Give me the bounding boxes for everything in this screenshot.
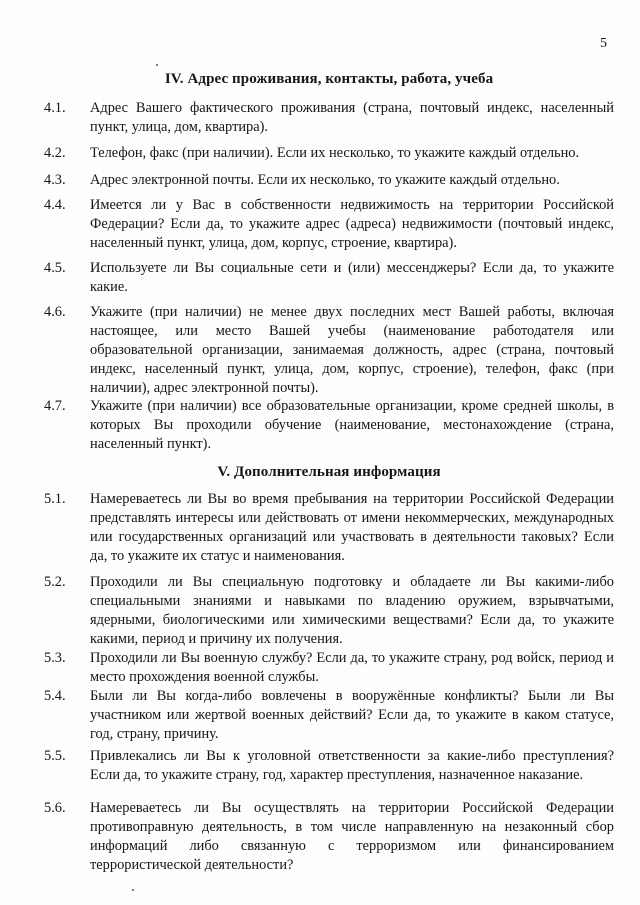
item-5-2: [44, 573, 614, 649]
item-text: Проходили ли Вы специальную подготовку и обладаете ли Вы какими-либо специальными знаниями и навыками по владению оружием, взрывчатыми, ядерными, биологическими или химическими веществами? Если да, то укажите какими, период и причину их получения.: [90, 574, 614, 647]
item-text: Проходили ли Вы военную службу? Если да, то укажите страну, род войск, период и место прохождения военной службы.: [90, 650, 614, 685]
section-iv: [44, 70, 614, 88]
item-5-1: [44, 490, 614, 566]
scan-speck: [132, 889, 134, 891]
item-text: Привлекались ли Вы к уголовной ответственности за какие-либо преступления? Если да, то укажите страну, год, характер преступления, назначенное наказание.: [90, 748, 614, 783]
item-text: Укажите (при наличии) все образовательные организации, кроме средней школы, в которых Вы проходили обучение (наименование, местонахождение (страна, населенный пункт).: [90, 398, 614, 452]
item-number: 5.5.: [44, 748, 66, 764]
item-text: Были ли Вы когда-либо вовлечены в вооружённые конфликты? Были ли Вы участником или жертвой военных действий? Если да, то укажите в каком статусе, год, страну, причину.: [90, 688, 614, 742]
item-number: 4.2.: [44, 145, 66, 161]
item-text: Используете ли Вы социальные сети и (или) мессенджеры? Если да, то укажите какие.: [90, 260, 614, 295]
item-number: 4.1.: [44, 100, 66, 116]
item-5-3: [44, 649, 614, 687]
item-4-6: [44, 303, 614, 398]
item-number: 5.4.: [44, 688, 66, 704]
item-text: Адрес Вашего фактического проживания (страна, почтовый индекс, населенный пункт, улица, дом, квартира).: [90, 100, 614, 135]
item-number: 5.3.: [44, 650, 66, 666]
item-5-6: [44, 799, 614, 875]
item-number: 4.7.: [44, 398, 66, 414]
item-4-3: [44, 171, 614, 190]
item-text: Намереваетесь ли Вы осуществлять на территории Российской Федерации противоправную деятельность, в том числе направленную на незаконный сбор информаций либо связанную с терроризмом или финансированием террористической деятельности?: [90, 800, 614, 873]
item-4-4: [44, 196, 614, 253]
item-number: 4.5.: [44, 260, 66, 276]
item-number: 4.3.: [44, 172, 66, 188]
item-4-7: [44, 397, 614, 454]
page-number: 5: [600, 36, 607, 51]
section-v-title: V. Дополнительная информация: [217, 464, 441, 480]
item-text: Имеется ли у Вас в собственности недвижимость на территории Российской Федерации? Если да, то укажите адрес (адреса) недвижимости (почтовый индекс, населенный пункт, улица, дом, корпус, строение, квартира).: [90, 197, 614, 251]
item-text: Адрес электронной почты. Если их несколько, то укажите каждый отдельно.: [90, 172, 560, 188]
item-number: 5.1.: [44, 491, 66, 507]
item-text: Телефон, факс (при наличии). Если их несколько, то укажите каждый отдельно.: [90, 145, 580, 161]
section-v: [44, 463, 614, 481]
item-number: 4.4.: [44, 197, 66, 213]
item-5-4: [44, 687, 614, 744]
item-text: Укажите (при наличии) не менее двух последних мест Вашей работы, включая настоящее, или место Вашей учебы (наименование работодателя или образовательной организации, занимаемая должность, адрес (страна, почтовый индекс, населенный пункт, улица, дом, корпус, строение), телефон, факс (при наличии), адрес электронной почты).: [90, 304, 614, 396]
item-4-2: [44, 144, 614, 163]
item-number: 4.6.: [44, 304, 66, 320]
item-number: 5.6.: [44, 800, 66, 816]
section-iv-title: IV. Адрес проживания, контакты, работа, учеба: [164, 71, 494, 87]
item-4-5: [44, 259, 614, 297]
item-4-1: [44, 99, 614, 137]
scan-speck: [156, 64, 158, 66]
item-5-5: [44, 747, 614, 785]
item-text: Намереваетесь ли Вы во время пребывания на территории Российской Федерации представлять интересы или действовать от имени некоммерческих, международных или государственных организаций или участвовать в деятельности таковых? Если да, то укажите их статус и наименования.: [90, 491, 614, 564]
item-number: 5.2.: [44, 574, 66, 590]
